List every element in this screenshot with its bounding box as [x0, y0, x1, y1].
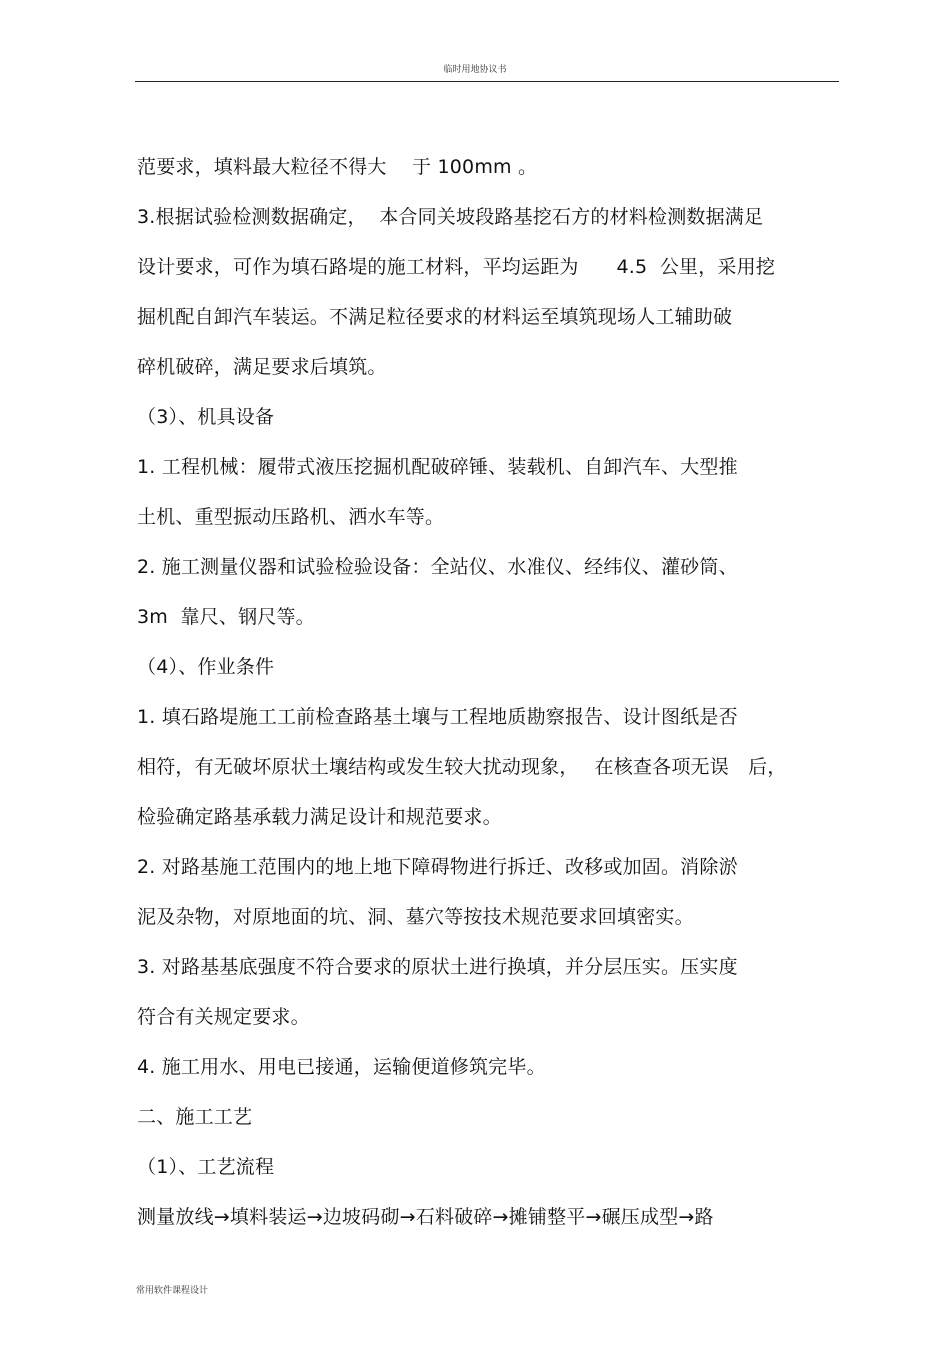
body-line: 检验确定路基承载力满足设计和规范要求。 — [137, 806, 502, 828]
body-line: 泥及杂物，对原地面的坑、洞、墓穴等按技术规范要求回填密实。 — [137, 906, 694, 928]
section-heading: （1）、工艺流程 — [137, 1156, 275, 1178]
body-line: 相符，有无破坏原状土壤结构或发生较大扰动现象， 在核查各项无误 后， — [137, 756, 787, 778]
body-line: 3. 对路基基底强度不符合要求的原状土进行换填，并分层压实。压实度 — [137, 956, 738, 978]
body-line: 3m 靠尺、钢尺等。 — [137, 606, 315, 628]
body-line: 土机、重型振动压路机、洒水车等。 — [137, 506, 445, 528]
chapter-heading: 二、施工工艺 — [137, 1106, 253, 1128]
body-line: 符合有关规定要求。 — [137, 1006, 310, 1028]
body-line: 掘机配自卸汽车装运。不满足粒径要求的材料运至填筑现场人工辅助破 — [137, 306, 733, 328]
header-divider — [135, 81, 839, 82]
body-line: 范要求，填料最大粒径不得大 于 100mm 。 — [137, 156, 538, 178]
body-line: 1. 工程机械：履带式液压挖掘机配破碎锤、装载机、自卸汽车、大型推 — [137, 456, 738, 478]
body-line: 2. 施工测量仪器和试验检验设备：全站仪、水准仪、经纬仪、灌砂筒、 — [137, 556, 738, 578]
body-line: 3.根据试验检测数据确定， 本合同关坡段路基挖石方的材料检测数据满足 — [137, 206, 764, 228]
page-footer: 常用软件课程设计 — [136, 1286, 209, 1296]
body-line: 碎机破碎，满足要求后填筑。 — [137, 356, 387, 378]
body-line: 1. 填石路堤施工工前检查路基土壤与工程地质勘察报告、设计图纸是否 — [137, 706, 738, 728]
body-line: 2. 对路基施工范围内的地上地下障碍物进行拆迁、改移或加固。消除淤 — [137, 856, 738, 878]
section-heading: （3）、机具设备 — [137, 406, 275, 428]
header-title: 临时用地协议书 — [443, 65, 507, 75]
body-line: 测量放线→填料装运→边坡码砌→石料破碎→摊铺整平→碾压成型→路 — [137, 1206, 714, 1228]
section-heading: （4）、作业条件 — [137, 656, 275, 678]
body-line: 设计要求，可作为填石路堤的施工材料，平均运距为 4.5 公里，采用挖 — [137, 256, 776, 278]
body-line: 4. 施工用水、用电已接通，运输便道修筑完毕。 — [137, 1056, 546, 1078]
